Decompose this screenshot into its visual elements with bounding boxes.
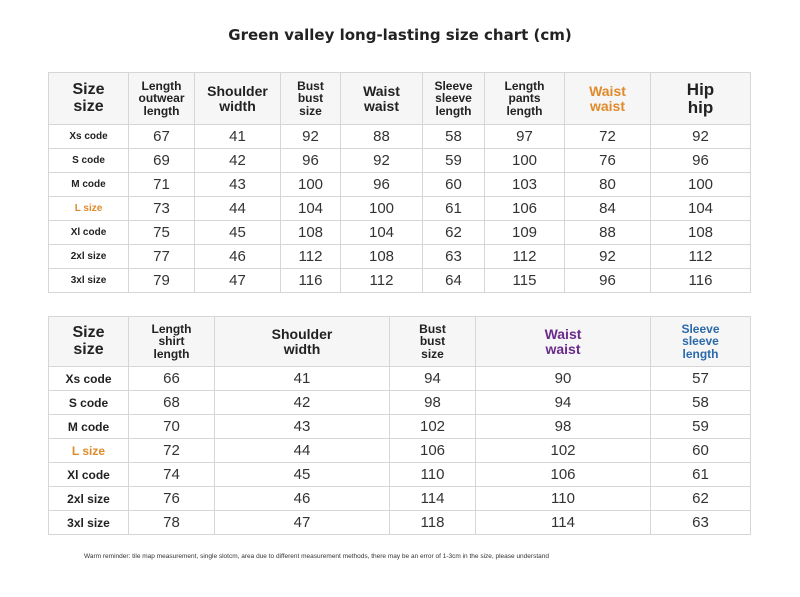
size-label: Xs code xyxy=(49,125,129,149)
measure-cell: 58 xyxy=(423,125,485,149)
table-row xyxy=(49,269,751,293)
warm-reminder-note: Warm reminder: tile map measurement, single slotcm, area due to different measurement methods, there may be an error of 1-3cm in the size, please understand xyxy=(84,553,549,560)
measure-cell: 114 xyxy=(390,487,476,511)
measure-cell: 94 xyxy=(476,391,651,415)
measure-cell: 62 xyxy=(651,487,751,511)
measure-cell: 96 xyxy=(341,173,423,197)
table-row xyxy=(49,439,751,463)
measure-cell: 59 xyxy=(423,149,485,173)
measure-cell: 61 xyxy=(651,463,751,487)
measure-cell: 106 xyxy=(390,439,476,463)
measure-cell: 73 xyxy=(129,197,195,221)
measure-cell: 42 xyxy=(215,391,390,415)
measure-cell: 42 xyxy=(195,149,281,173)
header-waist: Waist waist xyxy=(476,317,651,367)
measure-cell: 109 xyxy=(485,221,565,245)
measure-cell: 100 xyxy=(341,197,423,221)
table-row xyxy=(49,197,751,221)
measure-cell: 88 xyxy=(565,221,651,245)
table-row xyxy=(49,463,751,487)
measure-cell: 104 xyxy=(281,197,341,221)
measure-cell: 115 xyxy=(485,269,565,293)
measure-cell: 108 xyxy=(281,221,341,245)
measure-cell: 112 xyxy=(341,269,423,293)
chart-title: Green valley long-lasting size chart (cm) xyxy=(228,26,572,44)
table-header-row xyxy=(49,317,751,367)
header-outwear-length: Length outwear length xyxy=(129,73,195,125)
measure-cell: 106 xyxy=(485,197,565,221)
measure-cell: 102 xyxy=(390,415,476,439)
header-sleeve-length: Sleeve sleeve length xyxy=(423,73,485,125)
measure-cell: 44 xyxy=(195,197,281,221)
measure-cell: 61 xyxy=(423,197,485,221)
measure-cell: 104 xyxy=(651,197,751,221)
measure-cell: 96 xyxy=(651,149,751,173)
measure-cell: 100 xyxy=(281,173,341,197)
header-pants-length: Length pants length xyxy=(485,73,565,125)
measure-cell: 43 xyxy=(195,173,281,197)
measure-cell: 78 xyxy=(129,511,215,535)
measure-cell: 116 xyxy=(281,269,341,293)
measure-cell: 64 xyxy=(423,269,485,293)
measure-cell: 75 xyxy=(129,221,195,245)
shirt-size-table xyxy=(48,316,751,535)
measure-cell: 67 xyxy=(129,125,195,149)
measure-cell: 70 xyxy=(129,415,215,439)
measure-cell: 100 xyxy=(651,173,751,197)
measure-cell: 47 xyxy=(215,511,390,535)
measure-cell: 46 xyxy=(195,245,281,269)
measure-cell: 112 xyxy=(651,245,751,269)
size-label: 2xl size xyxy=(49,245,129,269)
header-pants-waist: Waist waist xyxy=(565,73,651,125)
size-label: Xl code xyxy=(49,221,129,245)
header-size: Size size xyxy=(49,73,129,125)
measure-cell: 114 xyxy=(476,511,651,535)
table-header-row xyxy=(49,73,751,125)
measure-cell: 46 xyxy=(215,487,390,511)
measure-cell: 104 xyxy=(341,221,423,245)
table-row xyxy=(49,391,751,415)
measure-cell: 45 xyxy=(195,221,281,245)
measure-cell: 43 xyxy=(215,415,390,439)
size-label: M code xyxy=(49,415,129,439)
measure-cell: 92 xyxy=(565,245,651,269)
measure-cell: 45 xyxy=(215,463,390,487)
measure-cell: 100 xyxy=(485,149,565,173)
header-size: Size size xyxy=(49,317,129,367)
measure-cell: 92 xyxy=(341,149,423,173)
size-label: M code xyxy=(49,173,129,197)
measure-cell: 112 xyxy=(281,245,341,269)
measure-cell: 98 xyxy=(476,415,651,439)
measure-cell: 92 xyxy=(651,125,751,149)
measure-cell: 60 xyxy=(651,439,751,463)
header-waist: Waist waist xyxy=(341,73,423,125)
measure-cell: 103 xyxy=(485,173,565,197)
measure-cell: 79 xyxy=(129,269,195,293)
outfit-size-table xyxy=(48,72,751,293)
measure-cell: 76 xyxy=(129,487,215,511)
size-label: L size xyxy=(49,439,129,463)
table-row xyxy=(49,245,751,269)
measure-cell: 72 xyxy=(565,125,651,149)
measure-cell: 106 xyxy=(476,463,651,487)
header-sleeve-length: Sleeve sleeve length xyxy=(651,317,751,367)
measure-cell: 108 xyxy=(651,221,751,245)
measure-cell: 116 xyxy=(651,269,751,293)
measure-cell: 57 xyxy=(651,367,751,391)
measure-cell: 68 xyxy=(129,391,215,415)
table-row xyxy=(49,367,751,391)
measure-cell: 110 xyxy=(476,487,651,511)
measure-cell: 90 xyxy=(476,367,651,391)
measure-cell: 102 xyxy=(476,439,651,463)
measure-cell: 44 xyxy=(215,439,390,463)
measure-cell: 58 xyxy=(651,391,751,415)
size-label: Xl code xyxy=(49,463,129,487)
measure-cell: 63 xyxy=(651,511,751,535)
measure-cell: 63 xyxy=(423,245,485,269)
measure-cell: 92 xyxy=(281,125,341,149)
measure-cell: 66 xyxy=(129,367,215,391)
table-row xyxy=(49,125,751,149)
table-row xyxy=(49,415,751,439)
table-row xyxy=(49,487,751,511)
measure-cell: 76 xyxy=(565,149,651,173)
header-shirt-length: Length shirt length xyxy=(129,317,215,367)
size-label: 2xl size xyxy=(49,487,129,511)
measure-cell: 108 xyxy=(341,245,423,269)
measure-cell: 60 xyxy=(423,173,485,197)
measure-cell: 96 xyxy=(565,269,651,293)
size-label: S code xyxy=(49,149,129,173)
measure-cell: 88 xyxy=(341,125,423,149)
size-label: S code xyxy=(49,391,129,415)
measure-cell: 62 xyxy=(423,221,485,245)
measure-cell: 96 xyxy=(281,149,341,173)
measure-cell: 71 xyxy=(129,173,195,197)
table-row xyxy=(49,149,751,173)
measure-cell: 84 xyxy=(565,197,651,221)
measure-cell: 41 xyxy=(195,125,281,149)
measure-cell: 47 xyxy=(195,269,281,293)
table-row xyxy=(49,221,751,245)
measure-cell: 118 xyxy=(390,511,476,535)
header-hip: Hip hip xyxy=(651,73,751,125)
measure-cell: 41 xyxy=(215,367,390,391)
measure-cell: 110 xyxy=(390,463,476,487)
table-row xyxy=(49,511,751,535)
measure-cell: 112 xyxy=(485,245,565,269)
measure-cell: 72 xyxy=(129,439,215,463)
size-label: Xs code xyxy=(49,367,129,391)
measure-cell: 59 xyxy=(651,415,751,439)
measure-cell: 98 xyxy=(390,391,476,415)
header-bust: Bust bust size xyxy=(281,73,341,125)
size-label: 3xl size xyxy=(49,269,129,293)
size-label: L size xyxy=(49,197,129,221)
header-shoulder-width: Shoulder width xyxy=(215,317,390,367)
measure-cell: 94 xyxy=(390,367,476,391)
measure-cell: 80 xyxy=(565,173,651,197)
measure-cell: 97 xyxy=(485,125,565,149)
header-shoulder-width: Shoulder width xyxy=(195,73,281,125)
measure-cell: 69 xyxy=(129,149,195,173)
size-label: 3xl size xyxy=(49,511,129,535)
header-bust: Bust bust size xyxy=(390,317,476,367)
measure-cell: 74 xyxy=(129,463,215,487)
table-row xyxy=(49,173,751,197)
measure-cell: 77 xyxy=(129,245,195,269)
